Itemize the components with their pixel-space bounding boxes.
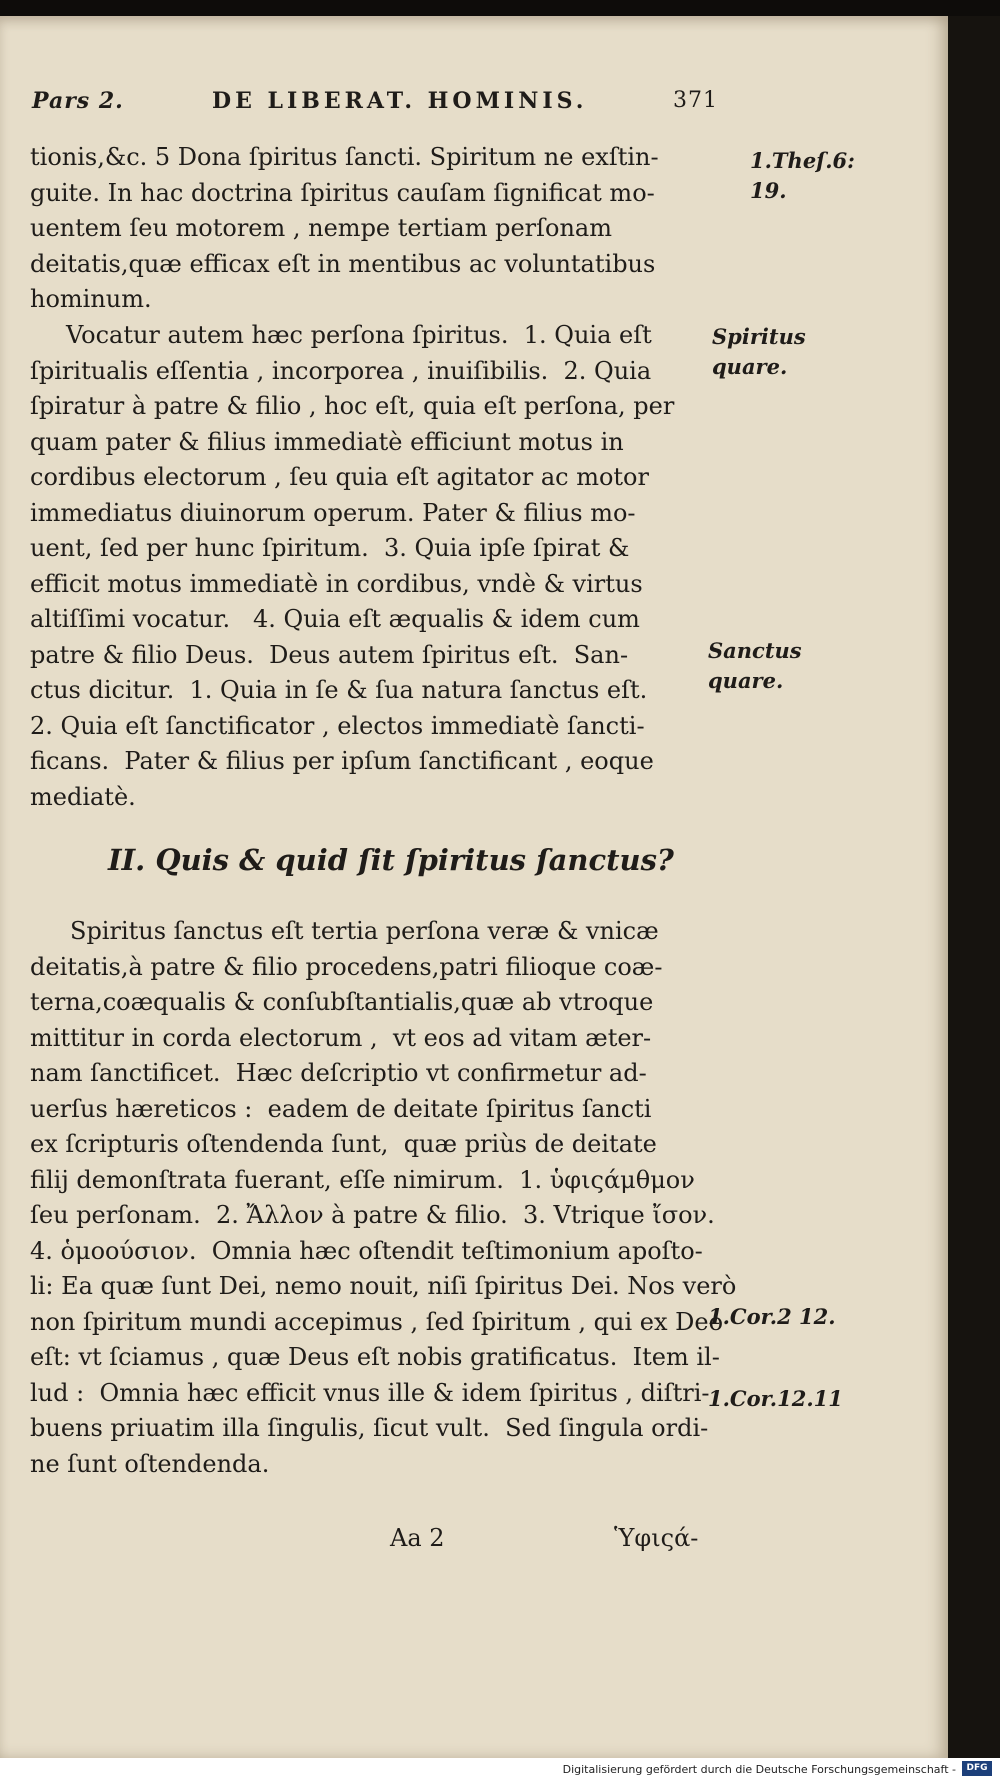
margin-note-line: 19. (750, 178, 787, 203)
margin-note-line: Spiritus (712, 324, 806, 349)
text-line: mittitur in corda electorum , vt eos ad vitam æter- (30, 1023, 652, 1052)
margin-note-sanctus (708, 636, 802, 696)
text-line: quam pater & filius immediatè efficiunt motus in (30, 427, 624, 456)
text-line: ſpiritualis eſſentia , incorporea , inuiſibilis. 2. Quia (30, 356, 652, 385)
text-line: eſt: vt ſciamus , quæ Deus eſt nobis gratificatus. Item il- (30, 1343, 720, 1371)
text-line: lud : Omnia hæc efficit vnus ille & idem ſpiritus , diſtri- (30, 1378, 710, 1407)
margin-note-line: quare. (712, 354, 788, 379)
paragraph-2 (30, 318, 720, 815)
footer-credit: Digitalisierung gefördert durch die Deutsche Forschungsgemeinschaft - (562, 1763, 956, 1776)
margin-note-line: 1.Cor.2 12. (708, 1304, 836, 1329)
page-number: 371 (673, 88, 718, 113)
text-line: 2. Quia eſt ſanctificator , electos immediatè ſancti- (30, 711, 645, 740)
text-line: li: Ea quæ ſunt Dei, nemo nouit, niſi ſpiritus Dei. Nos verò (30, 1272, 737, 1300)
text-line: non ſpiritum mundi accepimus , ſed ſpiritum , qui ex Deo (30, 1307, 724, 1336)
text-line: Vocatur autem hæc perſona ſpiritus. 1. Quia eſt (66, 321, 652, 349)
scan-top-border (0, 0, 1000, 16)
header-title: DE LIBERAT. HOMINIS. (212, 88, 588, 114)
section-heading: II. Quis & quid ſit ſpiritus ſanctus? (108, 843, 674, 877)
text-line: patre & filio Deus. Deus autem ſpiritus eſt. San- (30, 640, 629, 669)
text-line: deitatis,à patre & filio procedens,patri filioque coæ- (30, 952, 663, 981)
paragraph-1 (30, 140, 720, 318)
text-line: cordibus electorum , ſeu quia eſt agitator ac motor (30, 463, 649, 491)
margin-note-line: 1.Cor.12.11 (708, 1386, 843, 1411)
margin-note-line: quare. (708, 668, 784, 693)
margin-note-line: Sanctus (708, 638, 802, 663)
text-line: guite. In hac doctrina ſpiritus cauſam ſignificat mo- (30, 178, 655, 207)
margin-note-corinthians-1 (708, 1302, 836, 1332)
text-line: terna,coæqualis & conſubſtantialis,quæ ab vtroque (30, 988, 654, 1016)
text-line: tionis,&c. 5 Dona ſpiritus ſancti. Spiritum ne exſtin- (30, 143, 659, 171)
text-line: mediatè. (30, 782, 136, 811)
text-line: uentem ſeu motorem , nempe tertiam perſonam (30, 214, 612, 242)
dfg-logo: DFG (962, 1761, 992, 1776)
scan-right-border (948, 16, 1000, 1758)
margin-note-spiritus (712, 322, 806, 382)
text-line: 4. ὁμοούσιον. Omnia hæc oſtendit teſtimonium apoſto- (30, 1236, 703, 1265)
signature-mark: Aa 2 (390, 1524, 445, 1552)
running-header (32, 88, 718, 128)
text-line: nam ſanctificet. Hæc deſcriptio vt confirmetur ad- (30, 1059, 647, 1087)
text-line: hominum. (30, 285, 152, 313)
text-line: ctus dicitur. 1. Quia in ſe & ſua natura ſanctus eſt. (30, 676, 648, 704)
text-line: ne ſunt oſtendenda. (30, 1449, 270, 1478)
text-line: Spiritus ſanctus eſt tertia perſona veræ & vnicæ (70, 917, 659, 945)
header-part: Pars 2. (32, 88, 124, 114)
text-line: deitatis,quæ efficax eſt in mentibus ac voluntatibus (30, 249, 656, 278)
text-line: uerſus hæreticos : eadem de deitate ſpiritus ſancti (30, 1094, 652, 1123)
margin-note-line: 1.Theſ.6: (750, 148, 855, 173)
text-line: ſpiratur à patre & filio , hoc eſt, quia eſt perſona, per (30, 392, 675, 420)
margin-note-corinthians-2 (708, 1384, 843, 1414)
paragraph-3 (30, 914, 737, 1482)
text-line: ficans. Pater & filius per ipſum ſanctificant , eoque (30, 747, 654, 775)
text-line: ſeu perſonam. 2. Ἄλλον à patre & filio. 3. Vtrique ἴσον. (30, 1201, 715, 1229)
text-line: buens priuatim illa ſingulis, ſicut vult. Sed ſingula ordi- (30, 1414, 709, 1442)
text-line: immediatus diuinorum operum. Pater & filius mo- (30, 498, 636, 527)
margin-note-thessalonians (750, 146, 855, 206)
text-line: uent, ſed per hunc ſpiritum. 3. Quia ipſe ſpirat & (30, 534, 630, 562)
text-line: altiſſimi vocatur. 4. Quia eſt æqualis & idem cum (30, 605, 640, 633)
text-line: efficit motus immediatè in cordibus, vndè & virtus (30, 569, 643, 598)
text-line: filij demonſtrata fuerant, eſſe nimirum. 1. ὑφιςάμθμον (30, 1165, 695, 1194)
catchword: Ὑφιςά- (614, 1524, 699, 1552)
text-line: ex ſcripturis oſtendenda ſunt, quæ priùs de deitate (30, 1130, 657, 1158)
